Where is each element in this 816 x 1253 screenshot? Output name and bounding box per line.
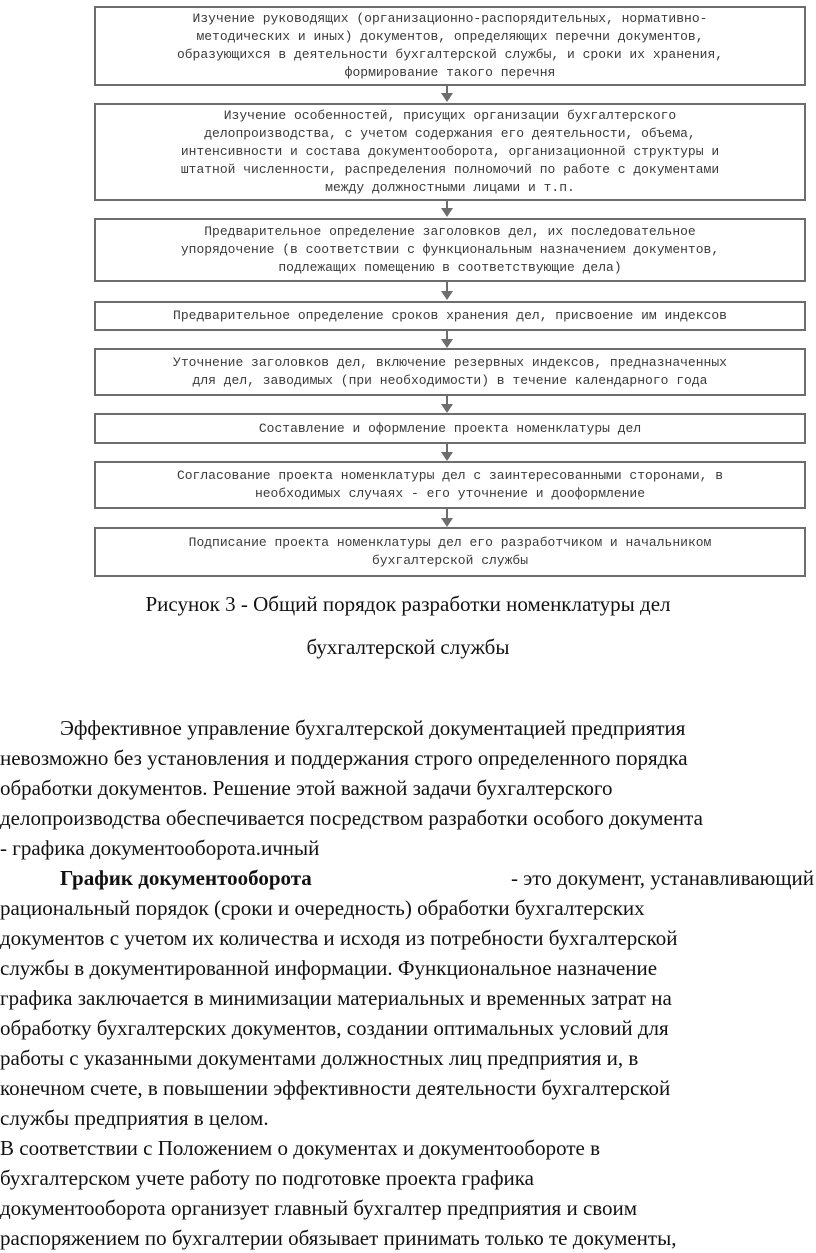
- paragraph-line: графика заключается в минимизации материальных и временных затрат на: [0, 986, 672, 1010]
- paragraph-line: обработку бухгалтерских документов, создании оптимальных условий для: [0, 1016, 669, 1040]
- paragraph-line: бухгалтерском учете работу по подготовке проекта графика: [0, 1166, 535, 1190]
- paragraph-line: обработки документов. Решение этой важной задачи бухгалтерского: [0, 776, 613, 800]
- flow-step-line: для дел, заводимых (при необходимости) в течение календарного года: [192, 373, 708, 388]
- paragraph-line: рациональный порядок (сроки и очередность) обработки бухгалтерских: [0, 896, 645, 920]
- flow-step-line: Предварительное определение сроков хранения дел, присвоение им индексов: [173, 308, 727, 323]
- flow-step-line: Подписание проекта номенклатуры дел его разработчиком и начальником: [188, 535, 712, 550]
- flow-arrow-head-5: [441, 404, 453, 413]
- flow-step-2: [94, 103, 806, 201]
- flow-step-5: [94, 348, 806, 396]
- flow-step-line: Составление и оформление проекта номенклатуры дел: [258, 420, 642, 436]
- flow-step-6: [94, 413, 806, 444]
- paragraph-line: службы предприятия в целом.: [0, 1106, 269, 1130]
- paragraph-line: документов с учетом их количества и исходя из потребности бухгалтерской: [0, 926, 678, 950]
- flow-step-4: [94, 301, 806, 331]
- paragraph-line: невозможно без установления и поддержания строго определенного порядка: [0, 746, 688, 770]
- paragraph-line: Эффективное управление бухгалтерской документацией предприятия: [60, 716, 686, 740]
- paragraph-line: [60, 863, 814, 893]
- flow-step-8: [94, 527, 806, 577]
- flow-step-line: между должностными лицами и т.п.: [325, 180, 575, 195]
- flow-step-line: интенсивности и состава документооборота, организационной структуры и: [180, 144, 720, 159]
- figure-caption-line-2: бухгалтерской службы: [306, 635, 510, 659]
- paragraph-line: - графика документооборота.ичный: [0, 836, 320, 860]
- flow-step-1: [94, 6, 806, 86]
- flow-step-line: бухгалтерской службы: [371, 553, 529, 568]
- flow-arrow-head-6: [441, 452, 453, 461]
- flow-step-line: Согласование проекта номенклатуры дел с заинтересованными сторонами, в: [176, 468, 724, 483]
- flow-step-line: образующихся в деятельности бухгалтерской службы, и сроки их хранения,: [176, 47, 724, 62]
- flow-step-7: [94, 461, 806, 509]
- flow-step-line: Изучение руководящих (организационно-распорядительных, нормативно-: [192, 11, 708, 26]
- term-graph-documentooborota: График документооборота: [60, 866, 312, 890]
- paragraph-line-rest: - это документ, устанавливающий: [511, 866, 814, 890]
- flow-step-line: формирование такого перечня: [344, 65, 556, 80]
- paragraph-line: конечном счете, в повышении эффективности деятельности бухгалтерской: [0, 1076, 671, 1100]
- flow-step-line: необходимых случаях - его уточнение и дооформление: [254, 486, 646, 501]
- flow-step-line: упорядочение (в соответствии с функциональным назначением документов,: [180, 242, 720, 257]
- paragraph-line: работы с указанными документами должностных лиц предприятия и, в: [0, 1046, 639, 1070]
- flow-step-line: Изучение особенностей, присущих организации бухгалтерского: [223, 108, 677, 123]
- paragraph-line: распоряжением по бухгалтерии обязывает принимать только те документы,: [0, 1226, 677, 1250]
- flow-arrow-head-3: [441, 291, 453, 300]
- flow-arrow-head-4: [441, 339, 453, 348]
- flow-step-line: Уточнение заголовков дел, включение резервных индексов, предназначенных: [173, 355, 727, 370]
- flow-step-line: Предварительное определение заголовков дел, их последовательное: [204, 224, 696, 239]
- paragraph-line: В соответствии с Положением о документах и документообороте в: [0, 1136, 601, 1160]
- flow-step-line: методических и иных) документов, определяющих перечни документов,: [196, 29, 704, 44]
- flow-step-3: [94, 218, 806, 282]
- flow-arrow-head-7: [441, 518, 453, 527]
- flow-step-line: подлежащих помещению в соответствующие дела): [278, 260, 622, 275]
- flow-step-line: делопроизводства, с учетом содержания его деятельности, объема,: [204, 126, 696, 141]
- figure-caption-line-1: Рисунок 3 - Общий порядок разработки номенклатуры дел: [145, 592, 671, 616]
- paragraph-line: документооборота организует главный бухгалтер предприятия и своим: [0, 1196, 638, 1220]
- flow-arrow-head-2: [441, 208, 453, 217]
- flow-step-line: штатной численности, распределения полномочий по работе с документами: [180, 162, 720, 177]
- paragraph-line: делопроизводства обеспечивается посредством разработки особого документа: [0, 806, 703, 830]
- flow-arrow-head-1: [441, 93, 453, 102]
- paragraph-line: службы в документированной информации. Функциональное назначение: [0, 956, 658, 980]
